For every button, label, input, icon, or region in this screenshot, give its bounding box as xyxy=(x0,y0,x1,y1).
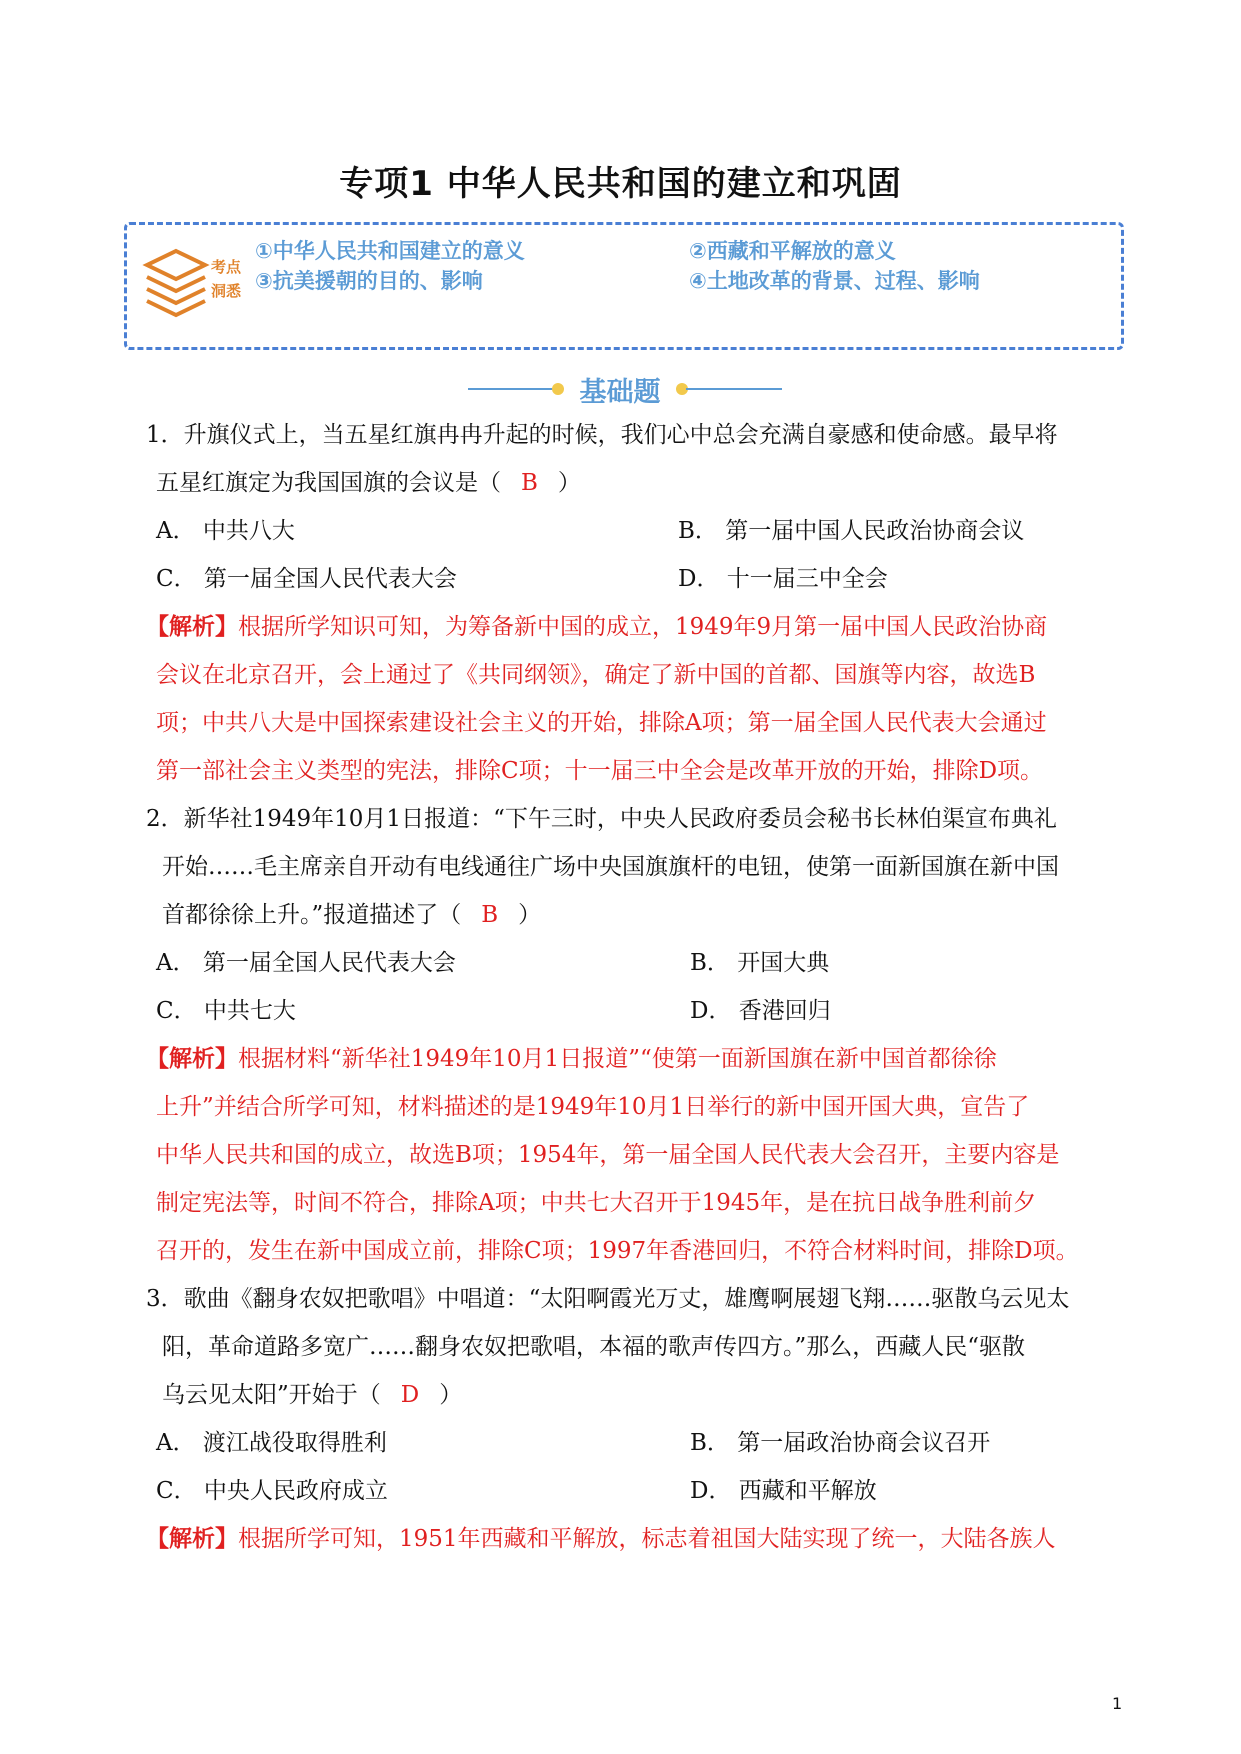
question-1-analysis-line2: 会议在北京召开，会上通过了《共同纲领》，确定了新中国的首都、国旗等内容，故选B xyxy=(156,662,1036,688)
question-3-option-c: C． 中央人民政府成立 xyxy=(156,1478,388,1504)
question-3-option-d: D． 西藏和平解放 xyxy=(690,1478,877,1504)
question-2-stem-line1: 2．新华社1949年10月1日报道：“下午三时，中央人民政府委员会秘书长林伯渠宣布典礼 xyxy=(146,806,1057,832)
question-3-answer: D xyxy=(400,1382,420,1408)
analysis-text: 根据所学知识可知，为筹备新中国的成立，1949年9月第一届中国人民政治协商 xyxy=(238,614,1048,640)
key-points-label-line2: 洞悉 xyxy=(211,282,242,300)
question-2-close-paren: ） xyxy=(518,902,542,928)
page-title: 专项1 中华人民共和国的建立和巩固 xyxy=(339,164,902,204)
question-2-option-c: C． 中共七大 xyxy=(156,998,296,1024)
question-1-option-d: D． 十一届三中全会 xyxy=(678,566,888,592)
question-2-analysis-line5: 召开的，发生在新中国成立前，排除C项；1997年香港回归，不符合材料时间，排除D项。 xyxy=(156,1238,1079,1264)
analysis-tag: 【解析】 xyxy=(146,1045,238,1072)
question-1-close-paren: ） xyxy=(557,470,581,496)
key-points-label-line1: 考点 xyxy=(211,258,242,276)
key-point-1: ①中华人民共和国建立的意义 xyxy=(255,239,525,263)
question-2-analysis-line3: 中华人民共和国的成立，故选B项；1954年，第一届全国人民代表大会召开，主要内容是 xyxy=(156,1142,1060,1168)
key-points-label xyxy=(211,255,251,303)
section-rule-left xyxy=(468,388,558,390)
question-1-option-a: A． 中共八大 xyxy=(156,518,295,544)
question-2-answer: B xyxy=(481,902,499,928)
question-3-option-b: B． 第一届政治协商会议召开 xyxy=(690,1430,991,1456)
key-points-box xyxy=(124,222,1124,350)
key-point-4: ④土地改革的背景、过程、影响 xyxy=(689,269,980,293)
page-number: 1 xyxy=(1112,1694,1123,1713)
question-1-stem-line1: 1．升旗仪式上，当五星红旗冉冉升起的时候，我们心中总会充满自豪感和使命感。最早将 xyxy=(146,422,1058,448)
question-2-analysis-line2: 上升”并结合所学可知，材料描述的是1949年10月1日举行的新中国开国大典，宣告了 xyxy=(156,1094,1030,1120)
question-3-option-a: A． 渡江战役取得胜利 xyxy=(156,1430,387,1456)
question-1-option-c: C． 第一届全国人民代表大会 xyxy=(156,566,457,592)
question-2-analysis-line1 xyxy=(146,1040,997,1073)
question-3-stem-line1: 3．歌曲《翻身农奴把歌唱》中唱道：“太阳啊霞光万丈，雄鹰啊展翅飞翔……驱散乌云见太 xyxy=(146,1286,1070,1312)
question-2-stem-line2: 开始……毛主席亲自开动有电线通往广场中央国旗旗杆的电钮，使第一面新国旗在新中国 xyxy=(162,854,1059,880)
question-2-option-d: D． 香港回归 xyxy=(690,998,831,1024)
question-2-stem-line3 xyxy=(162,896,541,929)
question-1-stem-line2 xyxy=(156,464,581,497)
key-point-3: ③抗美援朝的目的、影响 xyxy=(255,269,483,293)
section-rule-right xyxy=(686,388,782,390)
question-1-answer: B xyxy=(521,470,538,496)
question-2-analysis-line4: 制定宪法等，时间不符合，排除A项；中共七大召开于1945年，是在抗日战争胜利前夕 xyxy=(156,1190,1037,1216)
question-3-analysis-line1 xyxy=(146,1520,1056,1553)
key-point-2: ②西藏和平解放的意义 xyxy=(689,239,896,263)
analysis-text: 根据所学可知，1951年西藏和平解放，标志着祖国大陆实现了统一，大陆各族人 xyxy=(238,1526,1056,1552)
analysis-tag: 【解析】 xyxy=(146,613,238,640)
question-2-stem-text: 首都徐徐上升。”报道描述了（ xyxy=(162,902,462,928)
question-2-option-b: B． 开国大典 xyxy=(690,950,830,976)
question-1-analysis-line1 xyxy=(146,608,1047,641)
stacked-books-icon xyxy=(141,243,211,323)
analysis-text: 根据材料“新华社1949年10月1日报道”“使第一面新国旗在新中国首都徐徐 xyxy=(238,1046,997,1072)
question-1-stem-text: 五星红旗定为我国国旗的会议是（ xyxy=(156,470,501,496)
question-1-option-b: B． 第一届中国人民政治协商会议 xyxy=(678,518,1025,544)
question-3-stem-line2: 阳，革命道路多宽广……翻身农奴把歌唱，本福的歌声传四方。”那么，西藏人民“驱散 xyxy=(162,1334,1026,1360)
question-2-option-a: A． 第一届全国人民代表大会 xyxy=(156,950,456,976)
question-3-stem-text: 乌云见太阳”开始于（ xyxy=(162,1382,381,1408)
section-header xyxy=(0,368,1241,408)
question-3-close-paren: ） xyxy=(439,1382,463,1408)
question-1-analysis-line3: 项；中共八大是中国探索建设社会主义的开始，排除A项；第一届全国人民代表大会通过 xyxy=(156,710,1047,736)
question-3-stem-line3 xyxy=(162,1376,462,1409)
analysis-tag: 【解析】 xyxy=(146,1525,238,1552)
section-title: 基础题 xyxy=(579,377,661,408)
question-1-analysis-line4: 第一部社会主义类型的宪法，排除C项；十一届三中全会是改革开放的开始，排除D项。 xyxy=(156,758,1044,784)
